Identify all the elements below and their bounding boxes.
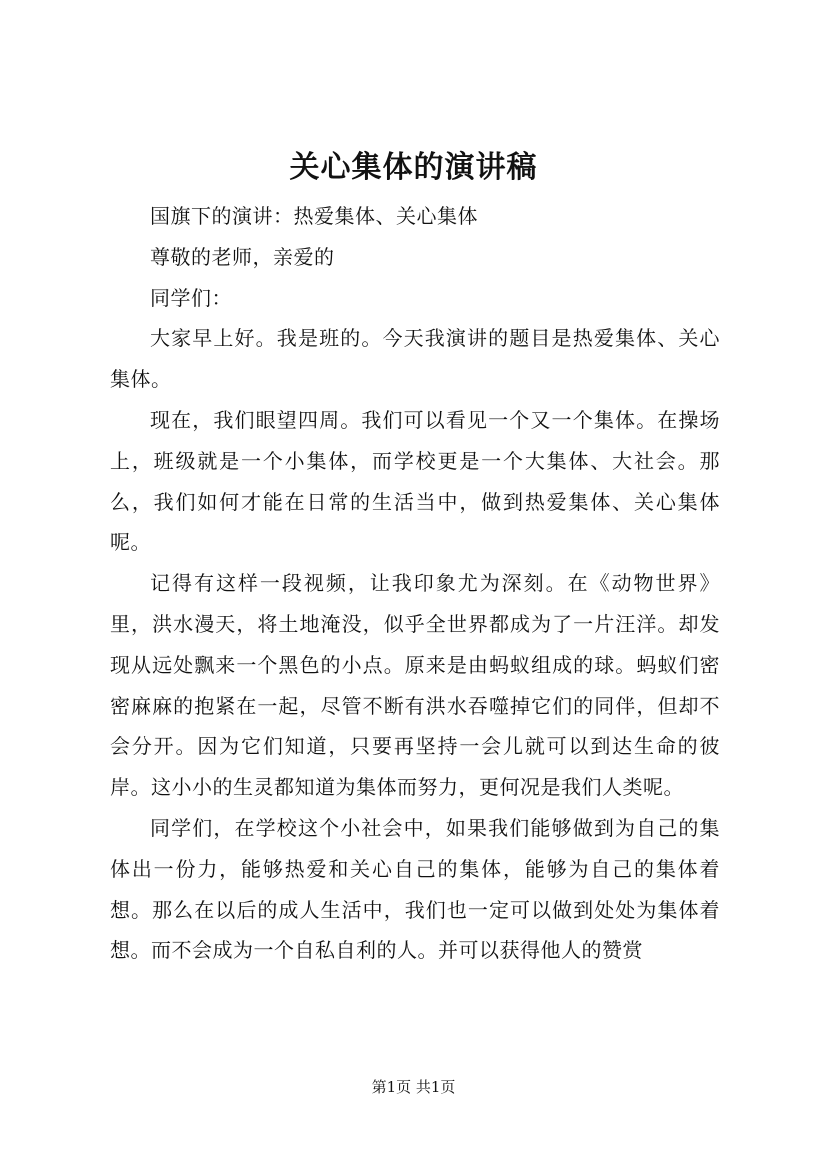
paragraph-conclusion: 同学们，在学校这个小社会中，如果我们能够做到为自己的集体出一份力，能够热爱和关心自己的集体，能够为自己的集体着想。那么在以后的成人生活中，我们也一定可以做到处处为集体着想。而不会成为一个自私自利的人。并可以获得他人的赞赏 <box>110 815 720 963</box>
paragraph-ant-story: 记得有这样一段视频，让我印象尤为深刻。在《动物世界》里，洪水漫天，将土地淹没，似乎全世界都成为了一片汪洋。却发现从远处飘来一个黑色的小点。原来是由蚂蚁组成的球。蚂蚁们密密麻麻的抱紧在一起，尽管不断有洪水吞噬掉它们的同伴，但却不会分开。因为它们知道，只要再坚持一会儿就可以到达生命的彼岸。这小小的生灵都知道为集体而努力，更何况是我们人类呢。 <box>110 571 720 800</box>
paragraph-speech-subtitle: 国旗下的演讲：热爱集体、关心集体 <box>150 204 478 228</box>
document-body <box>110 196 720 971</box>
paragraph-look-around: 现在，我们眼望四周。我们可以看见一个又一个集体。在操场上，班级就是一个小集体，而学校更是一个大集体、大社会。那么，我们如何才能在日常的生活当中，做到热爱集体、关心集体呢。 <box>110 407 720 555</box>
paragraph-salutation-students: 同学们： <box>150 285 232 310</box>
page-number-footer: 第1页 共1页 <box>371 1078 456 1096</box>
document-title: 关心集体的演讲稿 <box>289 150 538 185</box>
paragraph-salutation-teachers: 尊敬的老师，亲爱的 <box>150 244 335 269</box>
paragraph-greeting: 大家早上好。我是班的。今天我演讲的题目是热爱集体、关心集体。 <box>110 326 720 392</box>
